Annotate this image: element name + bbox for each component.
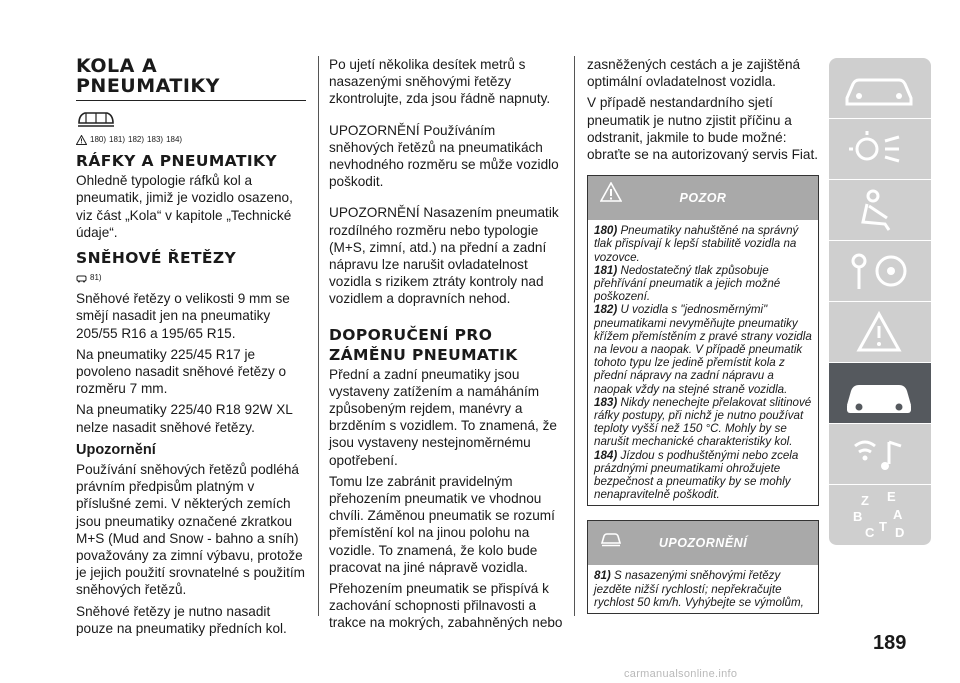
index-letter: E xyxy=(887,489,896,504)
caution-item-number: 183) xyxy=(594,395,618,409)
notice-box xyxy=(587,520,819,614)
caution-box-header xyxy=(588,176,818,220)
paragraph: Sněhové řetězy je nutno nasadit pouze na pneumatiky předních kol. xyxy=(76,603,287,636)
index-letter: T xyxy=(879,519,887,534)
multimedia-icon xyxy=(829,424,931,484)
ref-180: 180) xyxy=(90,135,107,144)
index-letter: C xyxy=(865,525,875,540)
paragraph: zasněžených cestách a je zajištěná optimální ovladatelnost vozidla. xyxy=(587,57,801,90)
notice-box-body xyxy=(588,565,818,613)
section-title-line1: KOLA A xyxy=(76,55,158,77)
warning-references xyxy=(76,131,308,148)
caution-item-text: Nikdy nenechejte přelakovat slitinové ráfky postupy, při nichž je nutno používat teploty vyšší než 150 °C. Mohly by se narušit mechanické charakteristiky kol. xyxy=(594,395,812,449)
tab-dashboard[interactable] xyxy=(829,58,931,119)
heading-rotation-line1: DOPORUČENÍ PRO xyxy=(329,325,493,344)
paragraph-warning: UPOZORNĚNÍ Používáním sněhových řetězů na pneumatikách nevhodného rozměru se může vozidlo poškodit. xyxy=(329,122,559,190)
caution-item-text: Pneumatiky nahuštěné na správný tlak přispívají k lepší stabilitě vozidla na vozovce. xyxy=(594,224,799,264)
caution-item xyxy=(594,396,812,449)
caution-item xyxy=(594,303,812,395)
seat-safety-icon xyxy=(829,180,931,240)
caution-box xyxy=(587,175,819,506)
car-warning-icon xyxy=(76,273,87,283)
ref-183: 183) xyxy=(147,135,164,144)
paragraph: Přehozením pneumatik se přispívá k zachování schopnosti přilnavosti a trakce na mokrých, zabahněných nebo xyxy=(329,581,563,631)
paragraph: Používání sněhových řetězů podléhá právním předpisům platným v příslušné zemi. V některých zemích jsou pneumatiky označené zkratkou M+S (Mud and Snow - bahno a sníh) považovány za zimní výbavu, protože je jejich použití srovnatelné s použitím sněhových řetězů. xyxy=(76,462,305,598)
ref-81: 81) xyxy=(90,273,102,283)
section-title-line2: PNEUMATIKY xyxy=(76,75,220,97)
heading-rims-tires: RÁFKY A PNEUMATIKY xyxy=(76,152,278,171)
page-number: 189 xyxy=(873,632,907,654)
footer-watermark: carmanualsonline.info xyxy=(624,668,738,680)
paragraph: Tomu lze zabránit pravidelným přehozením pneumatik ve vhodnou chvíli. Záměnou pneumatik se rozumí přemístění kol na jinou polohu na vozidle. To znamená, že kolo bude pracovat na jiné nápravě vozidla. xyxy=(329,473,555,575)
chains-references xyxy=(76,269,308,286)
index-letter: Z xyxy=(861,493,869,508)
heading-notes: Upozornění xyxy=(76,441,156,458)
tab-lights[interactable] xyxy=(829,119,931,180)
column-divider xyxy=(574,56,575,616)
notice-box-header xyxy=(588,521,818,565)
lights-icon xyxy=(829,119,931,179)
index-letter: A xyxy=(893,507,903,522)
tab-safety[interactable] xyxy=(829,180,931,241)
paragraph-warning: UPOZORNĚNÍ Nasazením pneumatik rozdílného rozměru nebo typologie (M+S, zimní, atd.) na přední a zadní nápravu lze narušit ovladatelnost vozidla s rizikem ztráty kontroly nad vozidlem a dopravních nehod. xyxy=(329,205,559,307)
caution-item-number: 184) xyxy=(594,448,618,462)
ref-182: 182) xyxy=(128,135,145,144)
index-letters-icon xyxy=(829,485,931,545)
paragraph: Na pneumatiky 225/45 R17 je povoleno nasadit sněhové řetězy o rozměru 7 mm. xyxy=(76,346,287,397)
paragraph: Přední a zadní pneumatiky jsou vystaveny zatížením a namáháním způsobeným rejdem, manévry a brzděním s vozidlem. To znamená, že jsou vystaveny nestejnoměrnému opotřebení. xyxy=(329,366,557,468)
tire-pressure-icon xyxy=(76,107,116,129)
caution-box-title: POZOR xyxy=(679,191,727,206)
caution-item xyxy=(594,224,812,264)
caution-item-number: 181) xyxy=(594,263,618,277)
paragraph: Ohledně typologie ráfků kol a pneumatik, jimiž je vozidlo osazeno, viz část „Kola“ v kapitole „Technické údaje“. xyxy=(76,173,293,240)
column-2 xyxy=(329,56,563,636)
paragraph: Sněhové řetězy o velikosti 9 mm se smějí nasadit jen na pneumatiky 205/55 R16 a 195/65 R15. xyxy=(76,291,290,341)
paragraph: Po ujetí několika desítek metrů s nasazenými sněhovými řetězy zkontrolujte, zda jsou řádně napnuty. xyxy=(329,57,551,107)
notice-text: S nasazenými sněhovými řetězy jezděte nižší rychlostí; nepřekračujte rychlost 50 km/h. Vyhýbejte se výmolům, xyxy=(594,569,804,609)
tab-driving[interactable] xyxy=(829,241,931,302)
caution-item-text: U vozidla s "jednosměrnými" pneumatikami nevyměňujte pneumatiky křížem přemístěním z pravé strany vozidla na levou a naopak. V případě pneumatik tohoto typu lze jedině přemístit kola z přední nápravy na zadní nápravu a naopak vždy na stejné straně vozidla. xyxy=(594,303,812,396)
tire-icon-row xyxy=(76,107,308,129)
notice-number: 81) xyxy=(594,569,611,583)
heading-snow-chains: SNĚHOVÉ ŘETĚZY xyxy=(76,249,237,268)
title-underline xyxy=(76,100,306,101)
caution-box-body xyxy=(588,220,818,505)
dashboard-car-icon xyxy=(829,58,931,118)
warning-triangle-icon xyxy=(829,302,931,362)
heading-rotation-line2: ZÁMĚNU PNEUMATIK xyxy=(329,345,518,364)
caution-item-number: 180) xyxy=(594,224,618,238)
ref-181: 181) xyxy=(109,135,126,144)
tab-multimedia[interactable] xyxy=(829,424,931,485)
caution-item-number: 182) xyxy=(594,303,618,317)
column-1 xyxy=(76,56,308,641)
car-service-icon xyxy=(829,363,931,423)
warning-triangle-icon xyxy=(76,135,87,145)
notice-box-title: UPOZORNĚNÍ xyxy=(658,536,748,551)
caution-item xyxy=(594,264,812,304)
tab-index[interactable] xyxy=(829,485,931,546)
caution-item xyxy=(594,449,812,502)
caution-item-text: Nedostatečný tlak způsobuje přehřívání pneumatik a jejich možné poškození. xyxy=(594,263,781,304)
chapter-tabs xyxy=(829,58,931,546)
caution-item-text: Jízdou s podhuštěnými nebo zcela prázdnými pneumatikami ohrožujete bezpečnost a pneumatiky by se mohly nenapravitelně poškodit. xyxy=(594,448,799,502)
paragraph: Na pneumatiky 225/40 R18 92W XL nelze nasadit sněhové řetězy. xyxy=(76,402,293,435)
tab-emergency[interactable] xyxy=(829,302,931,363)
index-letter: B xyxy=(853,509,863,524)
key-steering-icon xyxy=(829,241,931,301)
ref-184: 184) xyxy=(166,135,183,144)
paragraph: V případě nestandardního sjetí pneumatik je nutno zjistit příčinu a odstranit, jakmile to bude možné: obraťte se na autorizovaný servis Fiat. xyxy=(587,95,819,163)
column-3 xyxy=(587,56,819,614)
index-letter: D xyxy=(895,525,905,540)
tab-maintenance[interactable] xyxy=(829,363,931,424)
column-divider xyxy=(318,56,319,616)
